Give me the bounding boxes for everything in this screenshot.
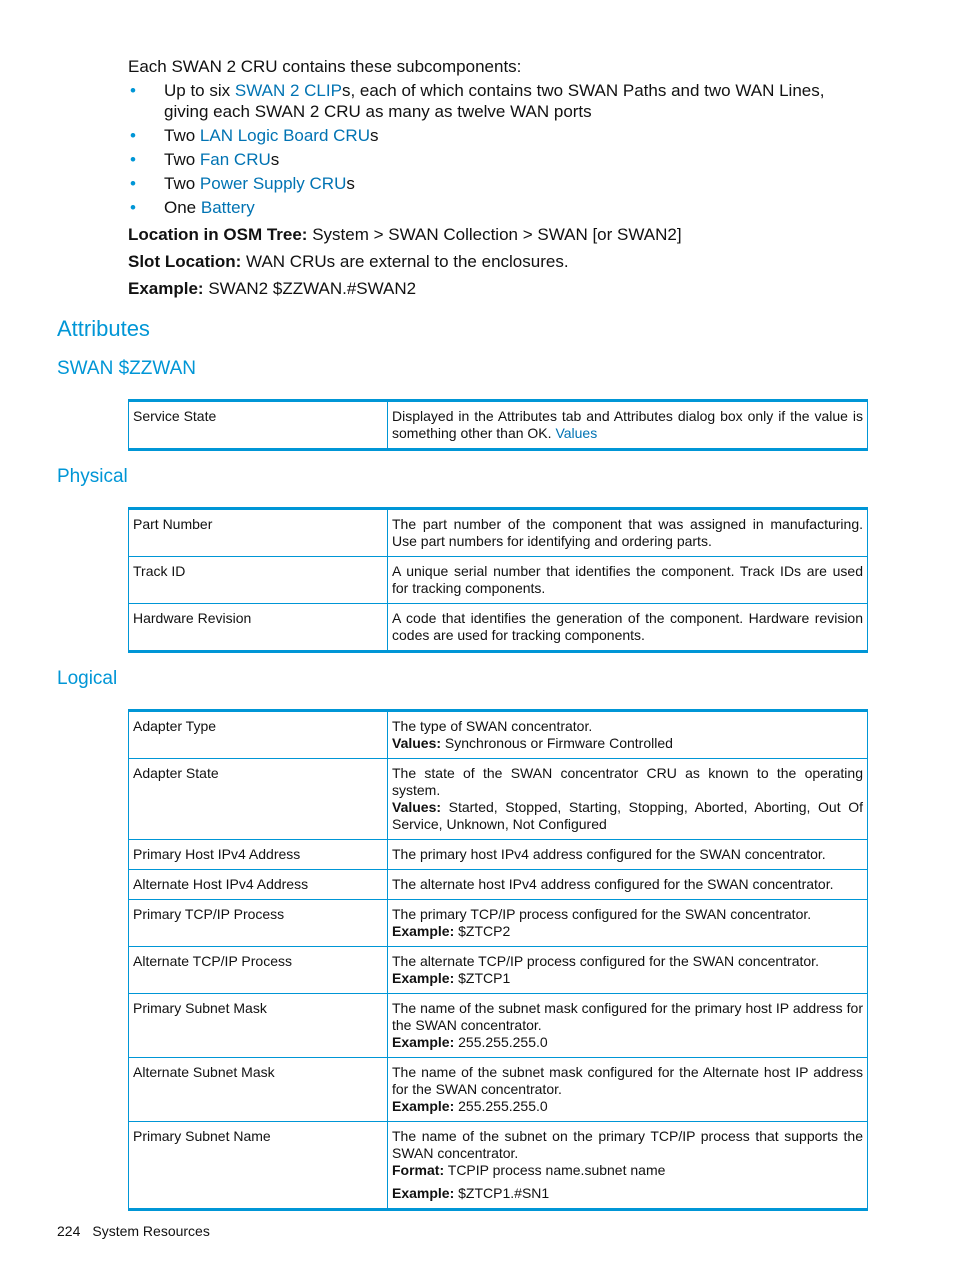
bullet-icon: • xyxy=(130,81,136,100)
detail-value: Started, Stopped, Starting, Stopping, Aborted, Aborting, Out Of Service, Unknown, Not Configured xyxy=(392,799,863,832)
attribute-description xyxy=(388,1058,868,1122)
description-detail xyxy=(392,799,863,833)
location-label: Location in OSM Tree: xyxy=(128,225,308,244)
table-row xyxy=(129,759,868,840)
attribute-name: Track ID xyxy=(129,557,388,604)
attribute-description xyxy=(388,1122,868,1210)
table-row xyxy=(129,870,868,900)
example-value: SWAN2 $ZZWAN.#SWAN2 xyxy=(203,279,417,298)
attribute-name: Adapter Type xyxy=(129,711,388,759)
list-item xyxy=(128,125,858,146)
description-text: The name of the subnet on the primary TCP/IP process that supports the SWAN concentrator. xyxy=(392,1128,863,1161)
table-row xyxy=(129,509,868,557)
attribute-description: A code that identifies the generation of the component. Hardware revision codes are used for tracking components. xyxy=(388,604,868,652)
description-text: The alternate TCP/IP process configured for the SWAN concentrator. xyxy=(392,953,819,969)
bullet-icon: • xyxy=(130,150,136,169)
attribute-name: Hardware Revision xyxy=(129,604,388,652)
swan-attributes-table xyxy=(128,399,868,451)
battery-link[interactable]: Battery xyxy=(200,198,255,217)
attribute-description xyxy=(388,840,868,870)
description-detail xyxy=(392,923,863,940)
attribute-name: Part Number xyxy=(129,509,388,557)
slot-line xyxy=(128,251,858,272)
bullet-icon: • xyxy=(130,174,136,193)
table-row xyxy=(129,557,868,604)
attribute-name: Primary Subnet Name xyxy=(129,1122,388,1210)
bullet-icon: • xyxy=(130,126,136,145)
attribute-name: Primary Host IPv4 Address xyxy=(129,840,388,870)
description-detail xyxy=(392,970,863,987)
example-label: Example: xyxy=(128,279,204,298)
detail-value: $ZTCP1 xyxy=(454,970,511,986)
description-detail xyxy=(392,1185,863,1202)
bullet-text: Two xyxy=(164,126,200,145)
logical-heading: Logical xyxy=(57,668,118,689)
detail-label: Example: xyxy=(392,1098,455,1114)
detail-label: Example: xyxy=(392,970,455,986)
example-line xyxy=(128,278,858,299)
location-line xyxy=(128,224,858,245)
footer-section-title: System Resources xyxy=(92,1223,210,1239)
attribute-name: Alternate Host IPv4 Address xyxy=(129,870,388,900)
detail-value: 255.255.255.0 xyxy=(454,1098,548,1114)
description-detail xyxy=(392,1098,863,1115)
attribute-name: Alternate Subnet Mask xyxy=(129,1058,388,1122)
detail-value: TCPIP process name.subnet name xyxy=(444,1162,666,1178)
detail-label: Example: xyxy=(392,1185,455,1201)
detail-value: $ZTCP2 xyxy=(454,923,511,939)
values-link[interactable]: Values xyxy=(555,425,598,441)
description-text: Displayed in the Attributes tab and Attributes dialog box only if the value is something other than OK. xyxy=(392,408,863,441)
detail-label: Format: xyxy=(392,1162,445,1178)
bullet-icon: • xyxy=(130,198,136,217)
description-detail xyxy=(392,1034,863,1051)
attribute-name: Primary TCP/IP Process xyxy=(129,900,388,947)
table-row xyxy=(129,900,868,947)
table-row xyxy=(129,711,868,759)
table-row xyxy=(129,1058,868,1122)
bullet-text: s xyxy=(270,150,280,169)
swan-heading: SWAN $ZZWAN xyxy=(57,358,196,379)
bullet-text: One xyxy=(164,198,201,217)
attribute-description xyxy=(388,900,868,947)
description-text: The name of the subnet mask configured for the primary host IP address for the SWAN concentrator. xyxy=(392,1000,863,1033)
description-text: The state of the SWAN concentrator CRU as known to the operating system. xyxy=(392,765,863,798)
description-text: The primary host IPv4 address configured for the SWAN concentrator. xyxy=(392,846,826,862)
table-row xyxy=(129,604,868,652)
description-text: The name of the subnet mask configured for the Alternate host IP address for the SWAN concentrator. xyxy=(392,1064,863,1097)
bullet-text: s, each of which contains two SWAN Paths and two WAN Lines, giving each SWAN 2 CRU as many as twelve WAN ports xyxy=(164,81,825,121)
detail-label: Example: xyxy=(392,1034,455,1050)
list-item xyxy=(128,149,858,170)
description-text: The type of SWAN concentrator. xyxy=(392,718,593,734)
attribute-description xyxy=(388,947,868,994)
list-item xyxy=(128,173,858,194)
page-number: 224 xyxy=(57,1223,81,1239)
attribute-description: The part number of the component that was assigned in manufacturing. Use part numbers for identifying and ordering parts. xyxy=(388,509,868,557)
bullet-text: Two xyxy=(164,150,200,169)
bullet-text: s xyxy=(346,174,355,193)
intro-lead: Each SWAN 2 CRU contains these subcomponents: xyxy=(128,57,522,76)
list-item xyxy=(128,197,858,218)
table-row xyxy=(129,1122,868,1210)
detail-label: Example: xyxy=(392,923,455,939)
power-supply-link[interactable]: Power Supply CRU xyxy=(199,174,347,193)
detail-value: 255.255.255.0 xyxy=(454,1034,548,1050)
attribute-description xyxy=(388,711,868,759)
physical-attributes-table xyxy=(128,507,868,653)
attribute-description xyxy=(388,870,868,900)
logical-attributes-table xyxy=(128,709,868,1211)
attribute-description: A unique serial number that identifies the component. Track IDs are used for tracking components. xyxy=(388,557,868,604)
detail-label: Values: xyxy=(392,735,442,751)
attribute-name: Adapter State xyxy=(129,759,388,840)
attribute-name: Primary Subnet Mask xyxy=(129,994,388,1058)
intro-section xyxy=(128,56,858,299)
table-row xyxy=(129,840,868,870)
table-row xyxy=(129,994,868,1058)
list-item xyxy=(128,80,858,122)
slot-label: Slot Location: xyxy=(128,252,242,271)
attribute-description xyxy=(388,994,868,1058)
swan2-clip-link[interactable]: SWAN 2 CLIP xyxy=(234,81,342,100)
table-row xyxy=(129,947,868,994)
physical-heading: Physical xyxy=(57,466,128,487)
fan-cru-link[interactable]: Fan CRU xyxy=(199,150,271,169)
attribute-description xyxy=(388,401,868,450)
description-text: The alternate host IPv4 address configured for the SWAN concentrator. xyxy=(392,876,834,892)
description-text: The primary TCP/IP process configured for the SWAN concentrator. xyxy=(392,906,812,922)
location-value: System > SWAN Collection > SWAN [or SWAN2] xyxy=(307,225,682,244)
description-detail xyxy=(392,735,863,752)
subcomponent-list xyxy=(128,80,858,218)
attribute-name: Service State xyxy=(129,401,388,450)
bullet-text: Two xyxy=(164,174,200,193)
slot-value: WAN CRUs are external to the enclosures. xyxy=(241,252,569,271)
detail-value: Synchronous or Firmware Controlled xyxy=(441,735,673,751)
table-row xyxy=(129,401,868,450)
attribute-name: Alternate TCP/IP Process xyxy=(129,947,388,994)
lan-logic-board-link[interactable]: LAN Logic Board CRU xyxy=(199,126,370,145)
attribute-description xyxy=(388,759,868,840)
description-detail xyxy=(392,1162,863,1179)
bullet-text: s xyxy=(369,126,379,145)
attributes-heading: Attributes xyxy=(57,316,150,341)
page-footer xyxy=(57,1223,210,1239)
detail-label: Values: xyxy=(392,799,442,815)
bullet-text: Up to six xyxy=(164,81,235,100)
detail-value: $ZTCP1.#SN1 xyxy=(454,1185,550,1201)
